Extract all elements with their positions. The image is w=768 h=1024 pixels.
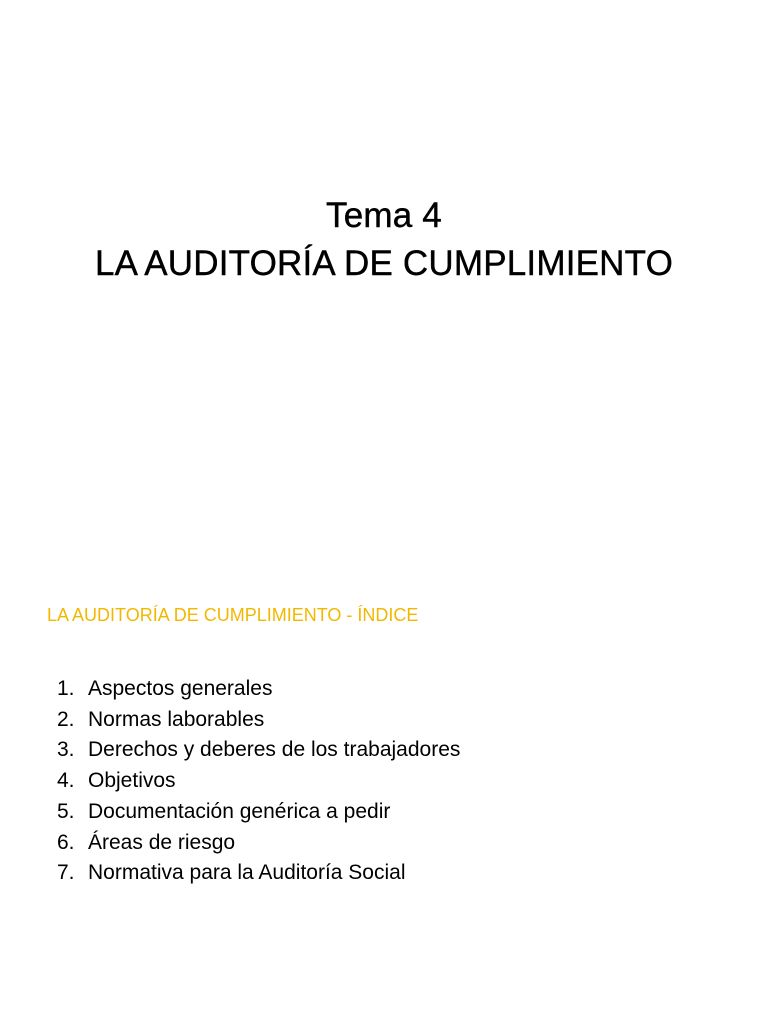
- list-item-text: Objetivos: [88, 769, 176, 793]
- list-item: [57, 674, 460, 705]
- index-list: [57, 674, 460, 889]
- list-item-number: 3.: [57, 738, 75, 762]
- list-item-text: Aspectos generales: [88, 677, 273, 700]
- slide-title-line-1: Tema 4: [326, 196, 442, 235]
- list-item-number: 2.: [57, 707, 75, 731]
- list-item-text: Normas laborables: [88, 707, 265, 731]
- list-item-number: 7.: [57, 861, 75, 885]
- index-heading: LA AUDITORÍA DE CUMPLIMIENTO - ÍNDICE: [47, 605, 419, 625]
- list-item-text: Áreas de riesgo: [88, 830, 236, 854]
- list-item: [57, 828, 460, 859]
- list-item: [57, 858, 460, 889]
- list-item-number: 1.: [57, 677, 75, 700]
- slide-title-line-2: LA AUDITORÍA DE CUMPLIMIENTO: [94, 244, 674, 283]
- list-item-number: 4.: [57, 769, 75, 793]
- list-item-text: Documentación genérica a pedir: [88, 799, 391, 823]
- list-item: [57, 797, 460, 828]
- list-item: [57, 705, 460, 736]
- list-item-text: Derechos y deberes de los trabajadores: [88, 738, 461, 762]
- list-item-number: 5.: [57, 799, 75, 823]
- list-item: [57, 766, 460, 797]
- list-item: [57, 735, 460, 766]
- list-item-number: 6.: [57, 830, 75, 854]
- slide-title: [0, 192, 768, 288]
- list-item-text: Normativa para la Auditoría Social: [88, 861, 406, 885]
